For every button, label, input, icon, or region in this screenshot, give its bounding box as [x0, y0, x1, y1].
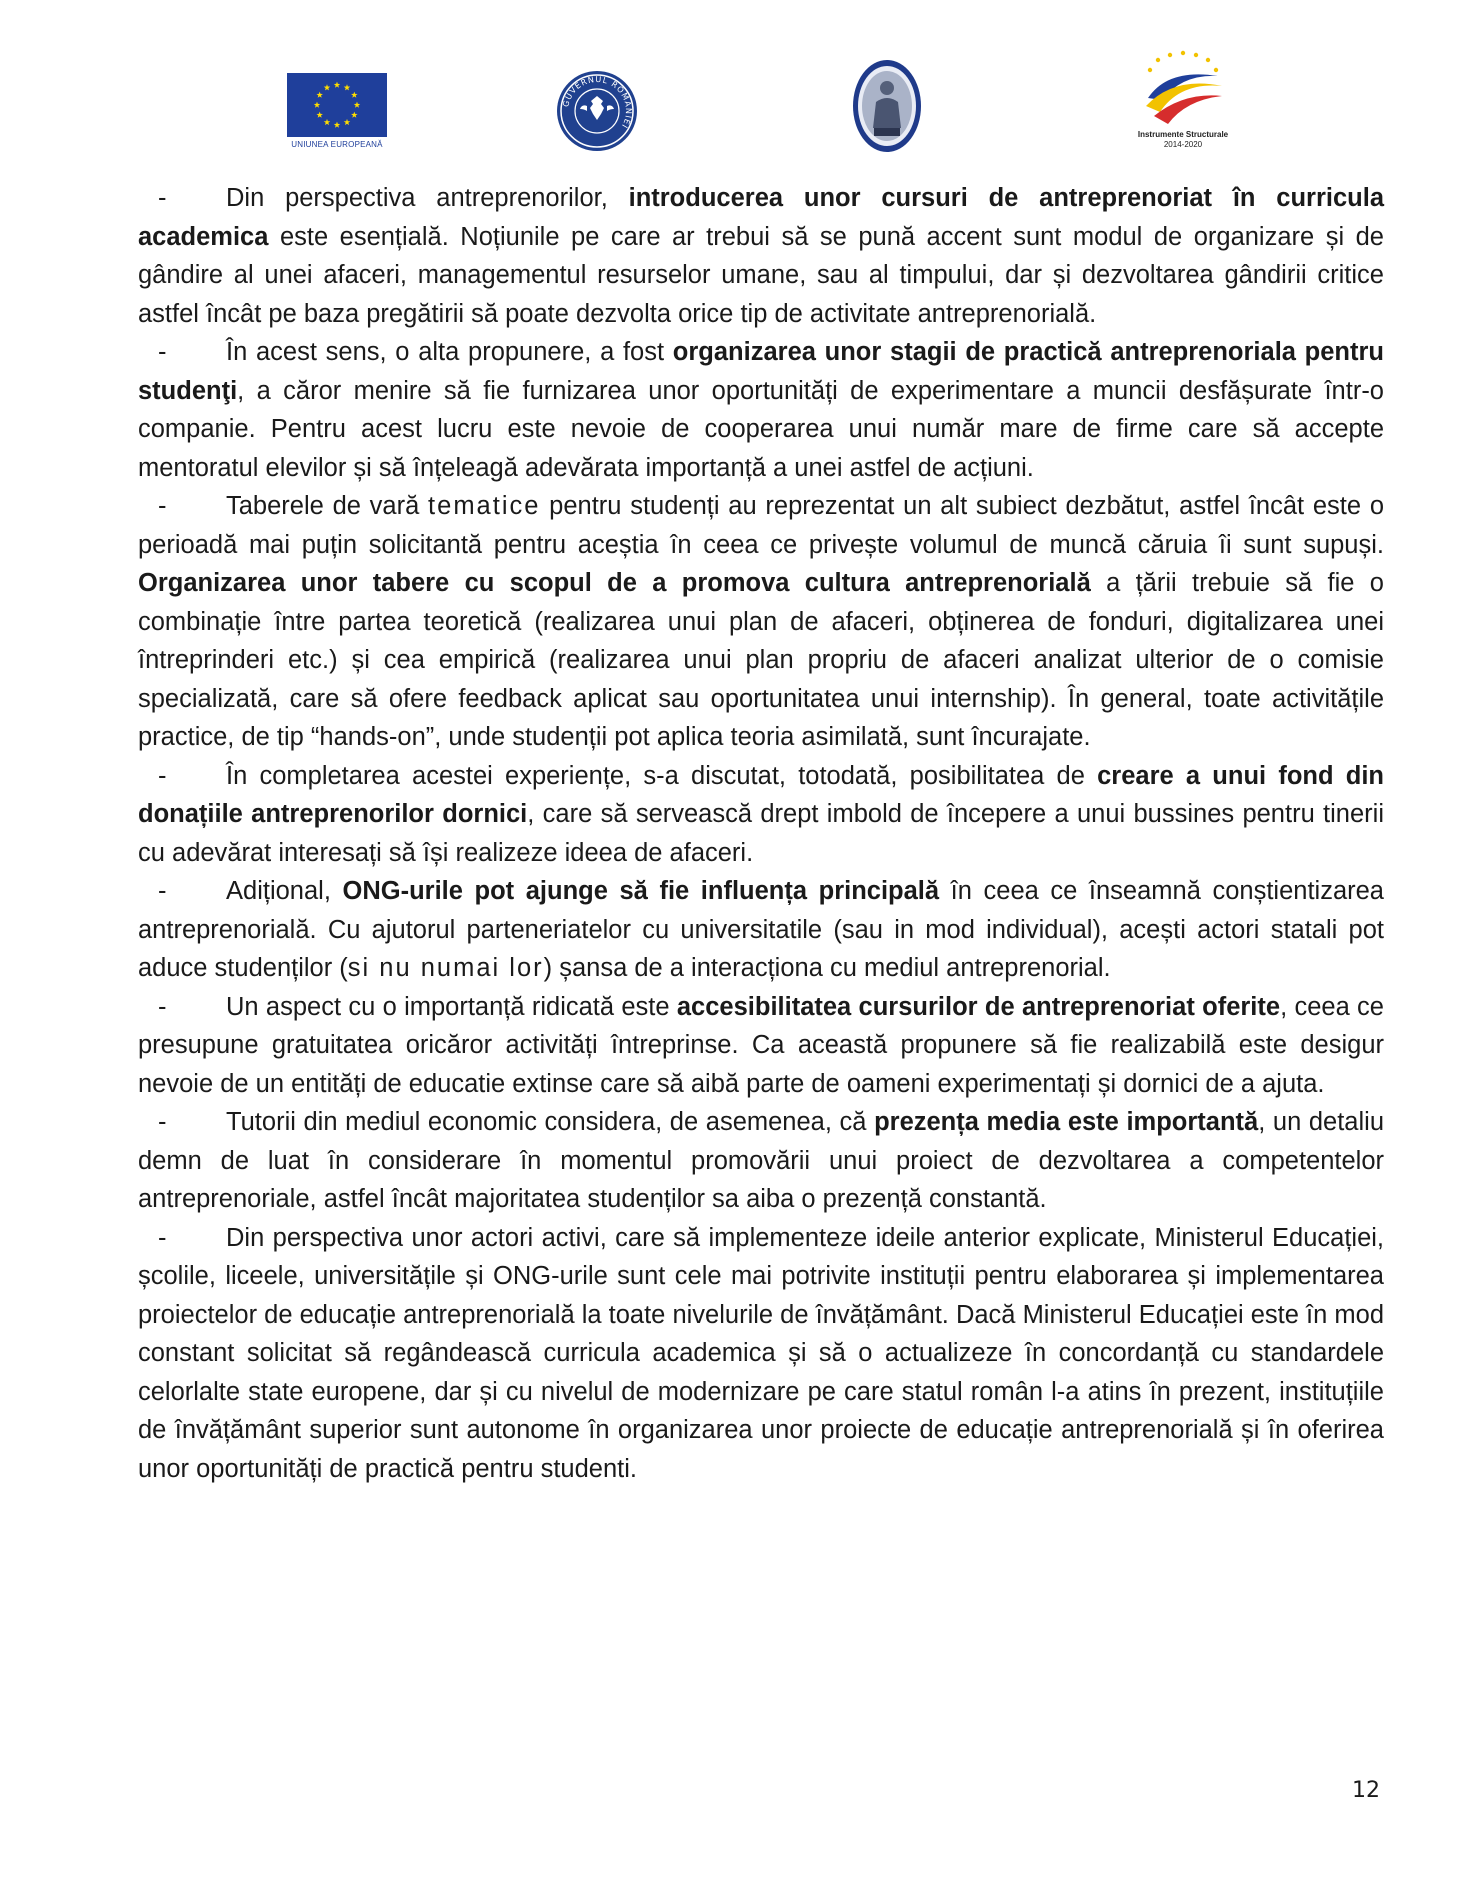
text-segment: , un detaliu demn de luat în considerare în momentul promovării unui proiect de dezvoltarea a competentelor antreprenoriale, astfel încât majoritatea studenților sa aiba o prezență constantă.	[138, 1108, 1384, 1213]
text-segment: în ceea ce înseamnă conștientizarea antreprenorială. Cu ajutorul parteneriatelor cu universitatile (sau in mod individual), acești actori statali pot aduce studenților (	[138, 877, 1384, 982]
bullet-paragraph	[138, 872, 1384, 988]
bold-text-segment: accesibilitatea cursurilor de antreprenoriat oferite	[676, 992, 1281, 1021]
text-segment: este esențială. Noțiunile pe care ar trebui să se pună accent sunt modul de organizare și de gândire al unei afaceri, managementul resurselor umane, sau al timpului, dar și dezvoltarea gândirii critice astfel încât pe baza pregătirii să poate dezvolta orice tip de activitate antreprenorială.	[138, 222, 1384, 328]
bold-text-segment: prezența media este importantă	[874, 1108, 1259, 1136]
bullet-dash: -	[158, 1108, 167, 1136]
text-segment: ) șansa de a interacționa cu mediul antreprenorial.	[543, 954, 1111, 982]
instrumente-structurale-icon	[1128, 50, 1238, 130]
document-body	[138, 179, 1384, 1488]
bullet-dash: -	[158, 992, 167, 1021]
text-segment: Din perspectiva unor actori activi, care să implementeze ideile anterior explicate, Ministerul Educației, școlile, liceele, universitățile și ONG-urile sunt cele mai potrivite instituții pentru elaborarea și implementarea proiectelor de educație antreprenorială la toate nivelurile de învățământ. Dacă Ministerul Educației este în mod constant solicitat să regândească curricula academica și să o actualizeze în concordanță cu standardele celorlalte state europene, dar și cu nivelul de modernizare pe care statul român l-a atins în prezent, instituțiile de învățământ superior sunt autonome în organizarea unor proiecte de educație antreprenorială și în oferirea unor oportunități de practică pentru studenti.	[138, 1223, 1384, 1483]
bullet-dash: -	[158, 492, 167, 520]
eu-caption: UNIUNEA EUROPEANĂ	[291, 140, 383, 149]
eu-star-icon	[324, 119, 330, 125]
bullet-dash: -	[158, 1223, 167, 1252]
bullet-paragraph	[138, 988, 1384, 1104]
struct-caption: Instrumente Structurale	[1137, 130, 1229, 139]
text-segment: În acest sens, o alta propunere, a fost	[226, 338, 673, 366]
gov-seal-text: GUVERNUL ROMÂNIEI	[561, 74, 634, 131]
bold-text-segment: creare a unui fond din donațiile antreprenorilor dornici	[138, 761, 1384, 828]
eu-star-icon	[314, 102, 320, 108]
text-segment: Taberele de vară	[226, 492, 429, 520]
bullet-paragraph	[138, 179, 1384, 333]
bullet-dash: -	[158, 338, 167, 366]
text-segment: Din perspectiva antreprenorilor,	[226, 184, 629, 212]
bullet-paragraph	[138, 1103, 1384, 1219]
eu-star-icon	[316, 112, 322, 118]
guvernul-romaniei-seal-icon	[556, 70, 638, 152]
text-segment: tematice	[428, 492, 541, 520]
bold-text-segment: ONG-urile pot ajunge să fie influența principală	[342, 877, 940, 905]
eu-star-icon	[334, 122, 340, 128]
bullet-dash: -	[158, 184, 167, 212]
instrumente-structurale-logo	[1128, 50, 1238, 154]
text-segment: a țării trebuie să fie o combinație între partea teoretică (realizarea unui plan de afaceri, obținerea de fonduri, digitalizarea unei întreprinderi etc.) și cea empirică (realizarea unui plan propriu de afaceri analizat ulterior de o comisie specializată, care să ofere feedback aplicat sau oportunitatea unui internship). În general, toate activitățile practice, de tip “hands-on”, unde studenții pot aplica teoria asimilată, sunt încurajate.	[138, 569, 1384, 751]
text-segment: În completarea acestei experiențe, s-a discutat, totodată, posibilitatea de	[226, 761, 1098, 790]
eu-star-icon	[344, 119, 350, 125]
bullet-paragraph	[138, 757, 1384, 873]
eu-star-icon	[344, 84, 350, 90]
bullet-paragraph	[138, 1219, 1384, 1489]
text-segment: Un aspect cu o importanță ridicată este	[226, 992, 677, 1021]
text-segment: Adițional,	[226, 877, 343, 905]
page-number: 12	[1352, 1778, 1380, 1803]
text-segment: , care să servească drept imbold de începere a unui bussines pentru tinerii cu adevărat interesați să își realizeze ideea de afaceri.	[138, 800, 1384, 867]
bullet-dash: -	[158, 877, 167, 905]
eu-star-icon	[324, 84, 330, 90]
bold-text-segment: organizarea unor stagii de practică antreprenoriala pentru studenţi	[138, 338, 1385, 405]
bullet-dash: -	[158, 761, 167, 790]
eu-logo	[287, 73, 387, 151]
university-seal-icon	[852, 58, 922, 154]
text-segment: Tutorii din mediul economic considera, de asemenea, că	[226, 1108, 875, 1136]
text-segment: , a căror menire să fie furnizarea unor oportunități de experimentare a muncii desfășurate într-o companie. Pentru acest lucru este nevoie de cooperarea unui număr mare de firme care să accepte mentoratul elevilor și să înțeleagă adevărata importanță a unei astfel de acțiuni.	[138, 376, 1384, 482]
text-segment: , ceea ce presupune gratuitatea oricăror activități întreprinse. Ca această propunere să fie realizabilă este desigur nevoie de un entități de educatie extinse care să aibă parte de oameni experimentați și dornici de a ajuta.	[138, 992, 1384, 1098]
bullet-paragraph	[138, 487, 1384, 757]
bold-text-segment: Organizarea unor tabere cu scopul de a promova cultura antreprenorială	[138, 569, 1091, 597]
eu-flag-icon	[287, 73, 387, 137]
text-segment: pentru studenți au reprezentat un alt subiect dezbătut, astfel încât este o perioadă mai puțin solicitantă pentru aceștia în ceea ce privește volumul de muncă căruia îi sunt supuși.	[138, 492, 1385, 559]
eu-star-icon	[316, 92, 322, 98]
text-segment: si nu numai lor	[347, 954, 544, 982]
eu-star-icon	[351, 112, 357, 118]
eu-star-icon	[354, 102, 360, 108]
bold-text-segment: introducerea unor cursuri de antreprenoriat în curricula academica	[138, 184, 1385, 251]
struct-years: 2014-2020	[1163, 140, 1203, 149]
eu-star-icon	[334, 82, 340, 88]
bullet-paragraph	[138, 333, 1384, 487]
eu-star-icon	[351, 92, 357, 98]
